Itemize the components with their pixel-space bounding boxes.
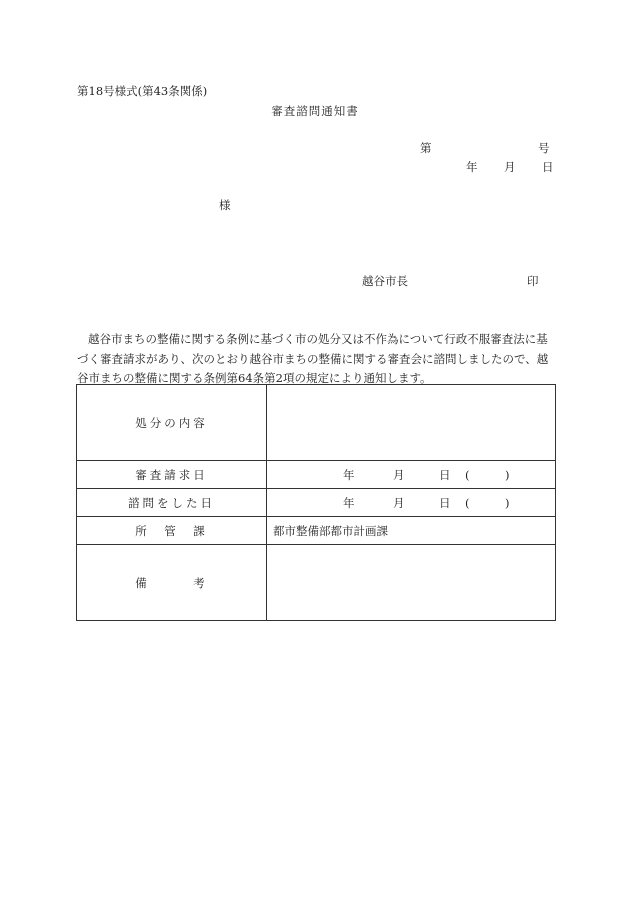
document-title: 審査諮問通知書: [271, 104, 359, 118]
notice-table: [76, 384, 556, 621]
issue-date-day: 日: [542, 160, 554, 174]
consultation-date-label: 諮問をした日: [77, 489, 267, 517]
request-date-value: [267, 461, 556, 489]
consultation-date-year: 年: [343, 495, 355, 510]
consultation-date-month: 月: [393, 495, 405, 510]
issue-date-month: 月: [504, 160, 516, 174]
issuer-name: 越谷市長: [362, 274, 408, 288]
consultation-date-day: 日: [439, 495, 451, 510]
request-date-paren-close: ): [505, 467, 510, 482]
department-label: 所 管 課: [77, 517, 267, 545]
department-value: 都市整備部都市計画課: [267, 517, 556, 545]
addressee-suffix: 様: [219, 198, 231, 212]
document-number-prefix: 第: [420, 141, 432, 155]
document-number-suffix: 号: [538, 141, 550, 155]
request-date-year: 年: [343, 467, 355, 482]
consultation-date-value: [267, 489, 556, 517]
table-row: [77, 545, 556, 621]
seal-mark: 印: [527, 274, 539, 288]
disposal-content-value: [267, 385, 556, 461]
table-row: [77, 489, 556, 517]
table-row: [77, 517, 556, 545]
request-date-day: 日: [439, 467, 451, 482]
issue-date: [466, 162, 554, 174]
issue-date-year: 年: [466, 160, 478, 174]
table-row: [77, 461, 556, 489]
disposal-content-label: 処分の内容: [77, 385, 267, 461]
table-row: [77, 385, 556, 461]
consultation-date-paren-close: ): [505, 495, 510, 510]
request-date-paren-open: (: [465, 467, 470, 482]
notice-body: 越谷市まちの整備に関する条例に基づく市の処分又は不作為について行政不服審査法に基づく審査請求があり、次のとおり越谷市まちの整備に関する審査会に諮問しましたので、越谷市まちの整備に関する条例第64条第2項の規定により通知します。: [77, 332, 549, 385]
request-date-label: 審査請求日: [77, 461, 267, 489]
remarks-value: [267, 545, 556, 621]
form-number: 第18号様式(第43条関係): [77, 84, 208, 98]
request-date-month: 月: [393, 467, 405, 482]
consultation-date-paren-open: (: [465, 495, 470, 510]
remarks-label: 備 考: [77, 545, 267, 621]
